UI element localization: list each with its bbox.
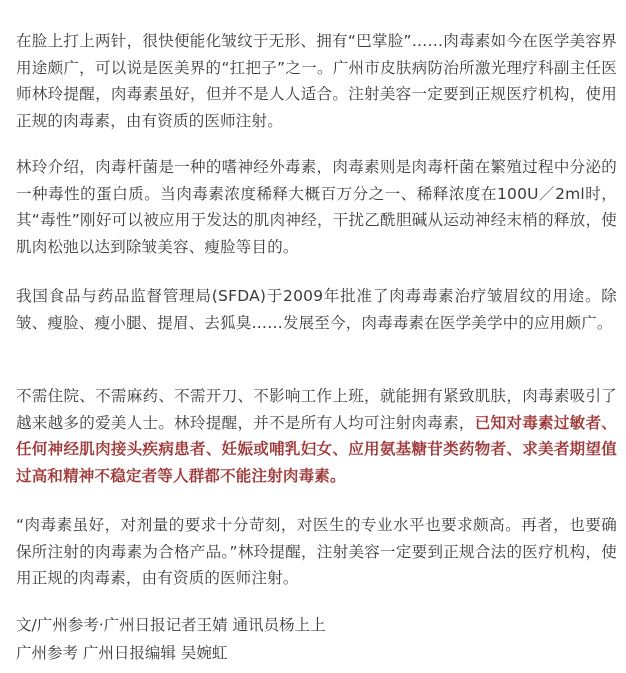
paragraph-warning [16, 383, 617, 489]
paragraph-intro: 在脸上打上两针，很快便能化皱纹于无形、拥有“巴掌脸”……肉毒素如今在医学美容界用途颇广，可以说是医美界的“扛把子”之一。广州市皮肤病防治所激光理疗科副主任医师林玲提醒，肉毒素虽好，但并不是人人适合。注射美容一定要到正规医疗机构，使用正规的肉毒素，由有资质的医师注射。 [16, 32, 617, 130]
paragraph-quote: “肉毒素虽好，对剂量的要求十分苛刻，对医生的专业水平也要求颇高。再者，也要确保所注射的肉毒素为合格产品。”林玲提醒，注射美容一定要到正规合法的医疗机构，使用正规的肉毒素，由有资质的医师注射。 [16, 516, 617, 587]
paragraph-approval: 我国食品与药品监督管理局(SFDA)于2009年批准了肉毒毒素治疗皱眉纹的用途。除皱、瘦脸、瘦小腿、提眉、去狐臭……发展至今，肉毒毒素在医学美学中的应用颇广。 [16, 287, 617, 332]
editor-credit: 广州参考 广州日报编辑 吴婉虹 [16, 644, 228, 662]
paragraph-explanation: 林玲介绍，肉毒杆菌是一种的嗜神经外毒素，肉毒素则是肉毒杆菌在繁殖过程中分泌的一种毒性的蛋白质。当肉毒素浓度稀释大概百万分之一、稀释浓度在100U／2ml时，其“毒性”刚好可以被应用于发达的肌肉神经，干扰乙酰胆碱从运动神经末梢的释放，使肌肉松弛以达到除皱美容、瘦脸等目的。 [16, 158, 617, 256]
author-credit: 文/广州参考·广州日报记者王婧 通讯员杨上上 [16, 616, 326, 634]
warning-highlight: 已知对毒素过敏者、任何神经肌肉接头疾病患者、妊娠或哺乳妇女、应用氨基糖苷类药物者、求美者期望值过高和精神不稳定者等人群都不能注射肉毒素。 [16, 413, 617, 485]
warning-text: 不需住院、不需麻药、不需开刀、不影响工作上班，就能拥有紧致肌肤，肉毒素吸引了越来越多的爱美人士。林玲提醒，并不是所有人均可注射肉毒素， [16, 387, 617, 432]
